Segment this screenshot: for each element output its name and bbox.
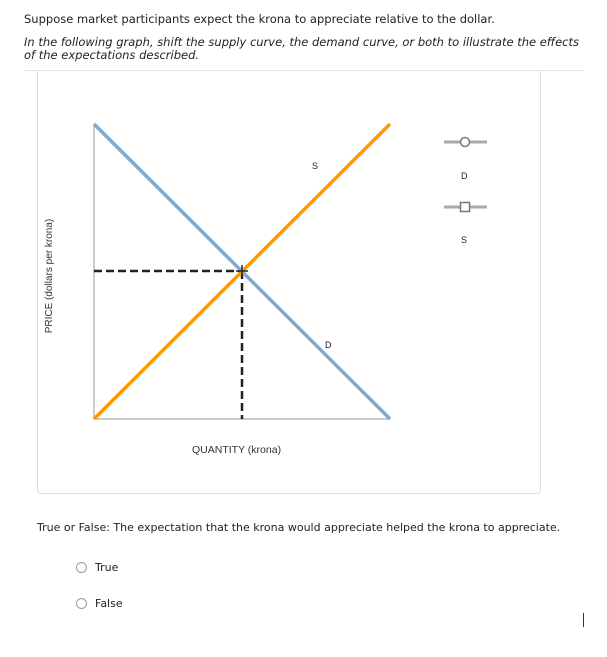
supply-tool-label: S (461, 235, 468, 245)
square-handle-icon (461, 203, 470, 212)
supply-shift-tool[interactable] (444, 203, 487, 212)
graph-instructions: In the following graph, shift the supply curve, the demand curve, or both to illustrate the effects of the expectations described. (24, 35, 580, 62)
question-prompt: Suppose market participants expect the krona to appreciate relative to the dollar. (24, 12, 495, 26)
demand-shift-tool[interactable] (444, 138, 487, 147)
option-label: False (95, 597, 123, 610)
text-cursor (583, 613, 584, 627)
option-false[interactable] (76, 597, 123, 610)
x-axis-label: QUANTITY (krona) (192, 444, 282, 456)
radio-button[interactable] (76, 598, 87, 609)
radio-button[interactable] (76, 562, 87, 573)
option-true[interactable] (76, 561, 118, 574)
demand-curve-label: D (325, 340, 332, 350)
y-axis-label: PRICE (dollars per krona) (44, 218, 55, 334)
circle-handle-icon (461, 138, 470, 147)
true-false-question: True or False: The expectation that the krona would appreciate helped the krona to appreciate. (37, 521, 561, 534)
demand-tool-label: D (461, 171, 468, 181)
supply-curve-label: S (312, 161, 319, 171)
option-label: True (95, 561, 119, 574)
